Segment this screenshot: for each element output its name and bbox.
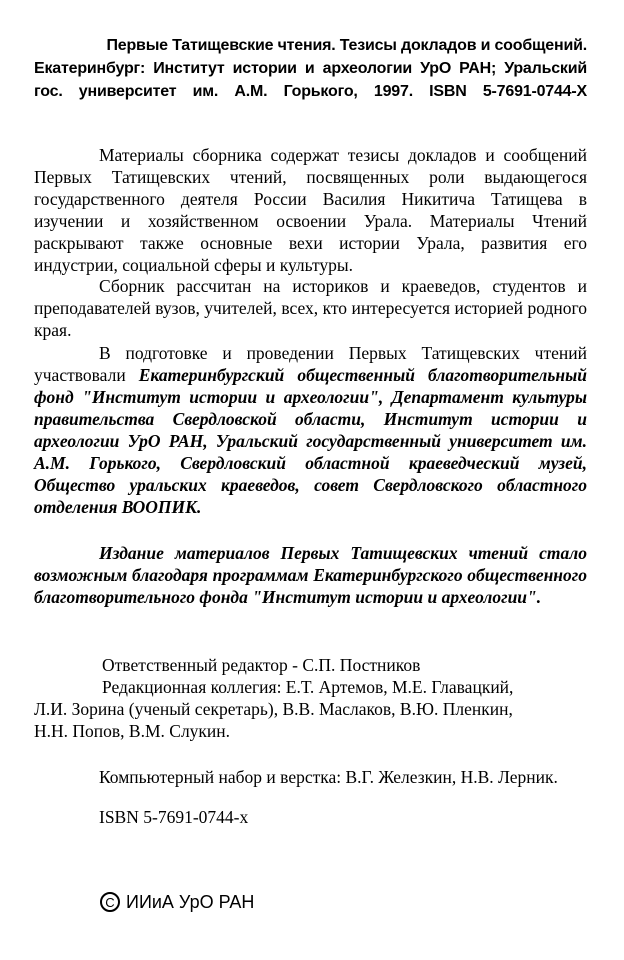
copyright-holder: ИИиА УрО РАН: [126, 892, 255, 912]
editorial-board-line-3: Н.Н. Попов, В.М. Слукин.: [34, 721, 231, 741]
responsible-editor: Ответственный редактор - С.П. Постников: [102, 655, 421, 675]
audience-paragraph: Сборник рассчитан на историков и краеведов, студентов и преподавателей вузов, учителей, всех, кто интересуется историей родного края.: [34, 276, 587, 340]
audience-section: [34, 275, 587, 341]
editorial-board-line-2: Л.И. Зорина (ученый секретарь), В.В. Маслаков, В.Ю. Пленкин,: [34, 699, 513, 719]
typesetting-paragraph: Компьютерный набор и верстка: В.Г. Железкин, Н.В. Лерник.: [99, 767, 558, 787]
isbn-line: ISBN 5-7691-0744-х: [99, 807, 249, 827]
copyright-notice: [100, 889, 254, 915]
header-line-1: Первые Татищевские чтения. Тезисы докладов и сообщений.: [106, 37, 587, 54]
typesetting-section: [34, 766, 587, 788]
abstract-paragraph: Материалы сборника содержат тезисы докладов и сообщений Первых Татищевских чтений, посвященных роли выдающегося государственного деятеля России Василия Никитича Татищева в изучении и хозяйственном освоении Урала. Материалы Чтений раскрывают также основные вехи истории Урала, развития его индустрии, социальной сферы и культуры.: [34, 145, 587, 275]
abstract-section: [34, 144, 587, 276]
participants-section: [34, 342, 587, 518]
edition-note-section: [34, 542, 587, 608]
header-line-2: Екатеринбург: Институт истории и археологии УрО РАН; Уральский: [34, 60, 587, 77]
edition-note-paragraph: Издание материалов Первых Татищевских чтений стало возможным благодаря программам Екатеринбургского общественного благотворительного фонда "Институт истории и археологии".: [34, 543, 587, 607]
credits-section: [34, 654, 587, 742]
bibliographic-header: [34, 34, 587, 103]
participants-paragraph: [34, 342, 587, 518]
header-line-3: гос. университет им. А.М. Горького, 1997. ISBN 5-7691-0744-Х: [34, 83, 587, 100]
editorial-board-line-1: Редакционная коллегия: Е.Т. Артемов, М.Е. Главацкий,: [102, 677, 514, 697]
participants-organizations: Екатеринбургский общественный благотворительный фонд "Институт истории и археологии", Департамент культуры правительства Свердловской области, Институт истории и археологии УрО РАН, Уральский государственный университет им. А.М. Горького, Свердловский областной краеведческий музей, Общество уральских краеведов, совет Свердловского областного отделения ВООПИК.: [34, 365, 587, 517]
isbn-section: [34, 806, 587, 828]
participants-intro: В подготовке и проведении Первых Татищевских чтений участвовали: [34, 343, 587, 385]
copyright-icon: C: [100, 892, 120, 912]
